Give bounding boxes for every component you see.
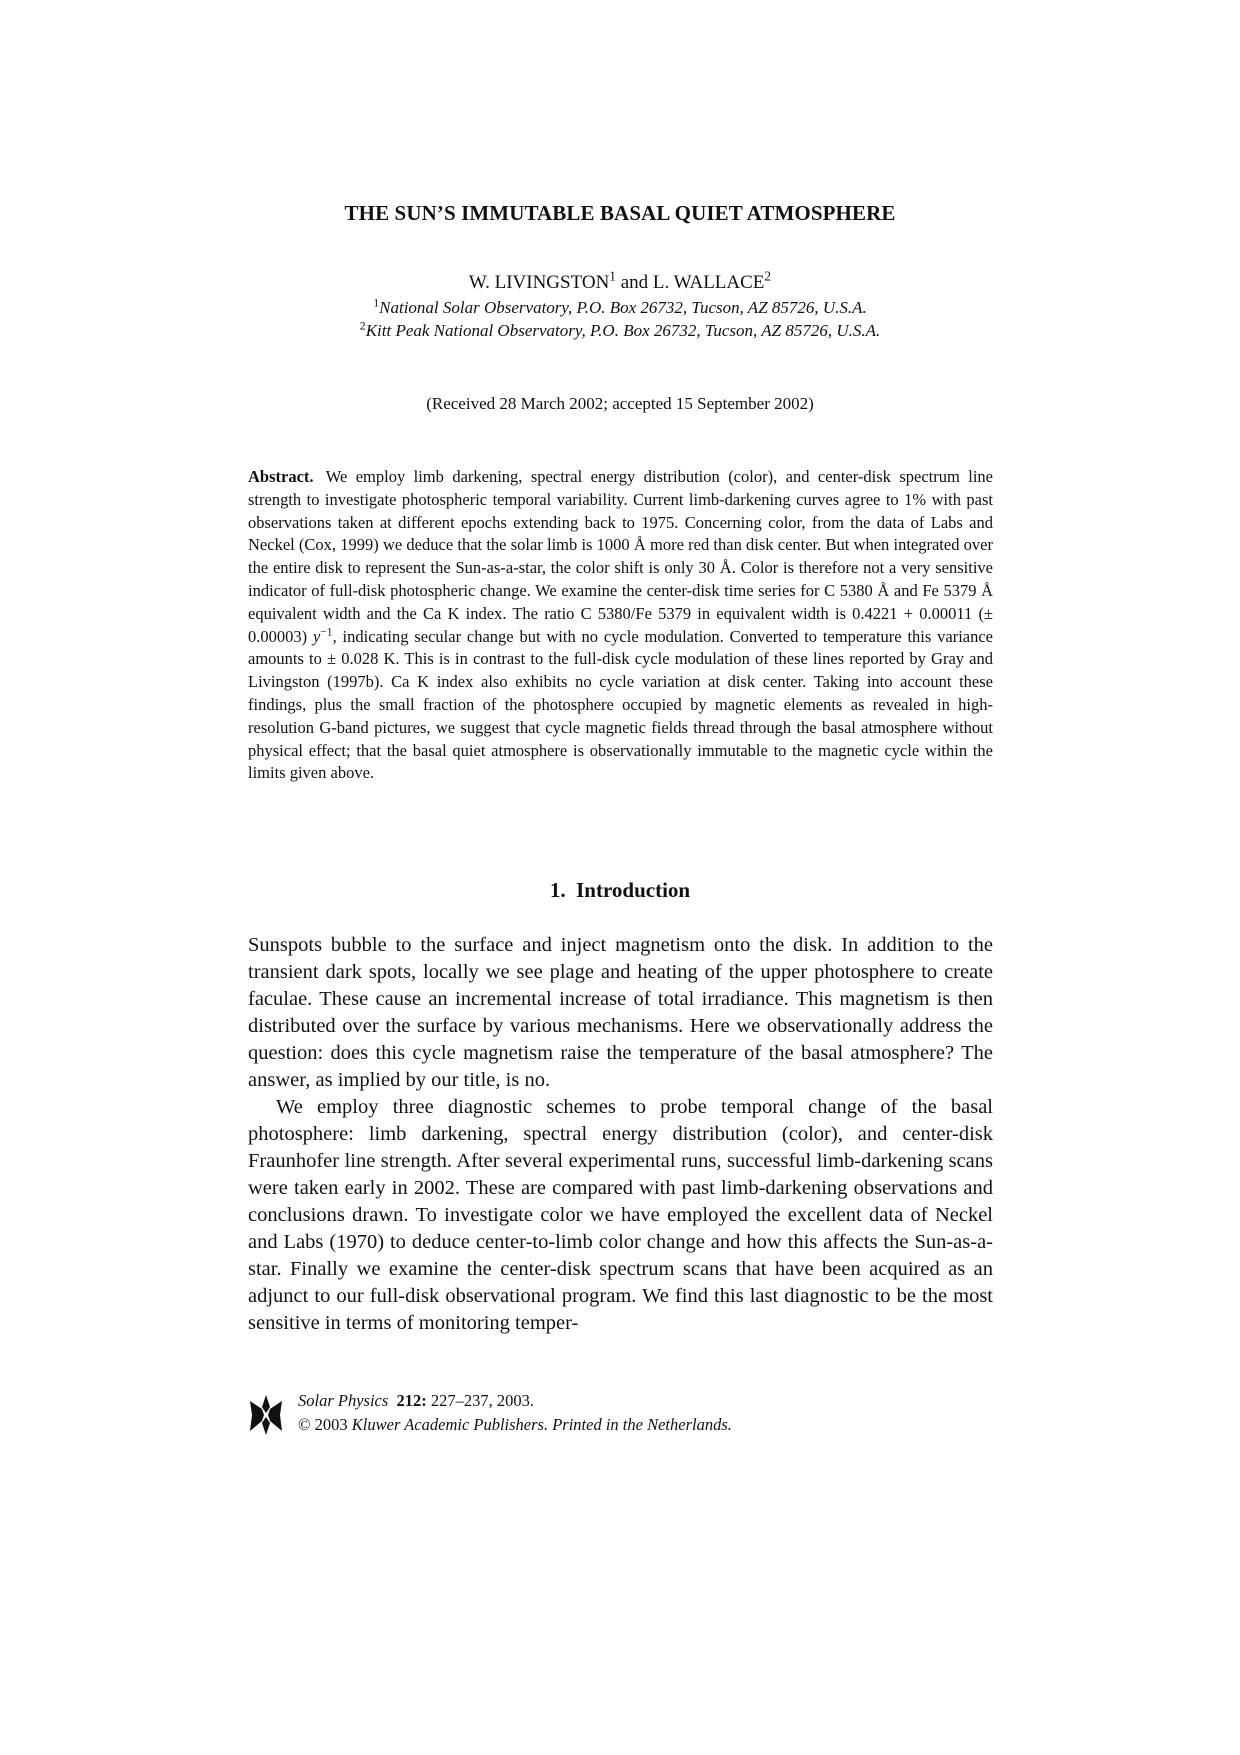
section-heading: [0, 878, 1240, 903]
section-number: 1.: [549, 878, 566, 902]
author-name: W. LIVINGSTON: [468, 272, 610, 293]
affiliation-marker: 1: [373, 295, 380, 310]
abstract-text: We employ limb darkening, spectral energy distribution (color), and center-disk spectrum line strength to investigate photospheric temporal variability. Current limb-darkening curves agree to 1% with past observations taken at different epochs extending back to 1975. Concerning color, from the data of Labs and Neckel (Cox, 1999) we deduce that the solar limb is 1000 Å more red than disk center. But when integrated over the entire disk to represent the Sun-as-a-star, the color shift is only 30 Å. Color is therefore not a very sensitive indicator of full-disk photospheric change. We examine the center-disk time series for C 5380 Å and Fe 5379 Å equivalent width and the Ca K index. The ratio C 5380/Fe 5379 in equivalent width is 0.4221 + 0.00011 (± 0.00003): [248, 467, 993, 646]
paragraph: We employ three diagnostic schemes to probe temporal change of the basal photosphere: limb darkening, spectral energy distribution (color), and center-disk Fraunhofer line strength. After several experimental runs, successful limb-darkening scans were taken early in 2002. These are compared with past limb-darkening observations and conclusions drawn. To investigate color we have employed the excellent data of Neckel and Labs (1970) to deduce center-to-limb color change and how this affects the Sun-as-a-star. Finally we examine the center-disk spectrum scans that have been acquired as an adjunct to our full-disk observational program. We find this last diagnostic to be the most sensitive in terms of monitoring temper-: [248, 1096, 993, 1334]
copyright-year: © 2003: [298, 1415, 352, 1434]
journal-pages: 227–237, 2003.: [426, 1391, 535, 1410]
section-title: Introduction: [576, 878, 691, 902]
body-text: [248, 932, 993, 1337]
abstract: [248, 466, 993, 785]
received-dates: (Received 28 March 2002; accepted 15 September 2002): [426, 394, 814, 413]
abstract-variable: y: [312, 626, 321, 646]
paper-title: THE SUN’S IMMUTABLE BASAL QUIET ATMOSPHERE: [344, 201, 896, 225]
footer-text: [298, 1389, 732, 1437]
author-affil-marker: 2: [764, 268, 772, 284]
abstract-exponent: −1: [320, 626, 333, 639]
journal-volume: 212:: [396, 1391, 427, 1410]
abstract-label: Abstract.: [248, 467, 314, 486]
author-connector: and: [615, 272, 653, 293]
affiliation-text: Kitt Peak National Observatory, P.O. Box 26732, Tucson, AZ 85726, U.S.A.: [365, 321, 881, 340]
publisher-text: Kluwer Academic Publishers. Printed in the Netherlands.: [351, 1415, 732, 1434]
journal-footer: [248, 1389, 993, 1439]
affiliation: [0, 318, 1240, 341]
affiliation-marker: 2: [359, 318, 366, 333]
copyright-line: [298, 1413, 732, 1437]
journal-name: Solar Physics: [298, 1391, 389, 1410]
publisher-logo-icon: [248, 1393, 284, 1437]
affiliation: [0, 295, 1240, 318]
paragraph: Sunspots bubble to the surface and inject magnetism onto the disk. In addition to the transient dark spots, locally we see plage and heating of the upper photosphere to create faculae. These cause an incremental increase of total irradiance. This magnetism is then distributed over the surface by various mechanisms. Here we observationally address the question: does this cycle magnetism raise the temperature of the basal atmosphere? The answer, as implied by our title, is no.: [248, 934, 993, 1091]
affiliation-text: National Solar Observatory, P.O. Box 26732, Tucson, AZ 85726, U.S.A.: [379, 298, 867, 317]
author-affil-marker: 1: [609, 268, 616, 284]
author-line: [0, 268, 1240, 294]
abstract-text: , indicating secular change but with no cycle modulation. Converted to temperature this variance amounts to ± 0.028 K. This is in contrast to the full-disk cycle modulation of these lines reported by Gray and Livingston (1997b). Ca K index also exhibits no cycle variation at disk center. Taking into account these findings, plus the small fraction of the photosphere occupied by magnetic elements as revealed in high-resolution G-band pictures, we suggest that cycle magnetic fields thread through the basal atmosphere without physical effect; that the basal quiet atmosphere is observationally immutable to the magnetic cycle within the limits given above.: [248, 626, 993, 783]
citation-line: [298, 1389, 732, 1413]
author-name: L. WALLACE: [652, 272, 765, 293]
